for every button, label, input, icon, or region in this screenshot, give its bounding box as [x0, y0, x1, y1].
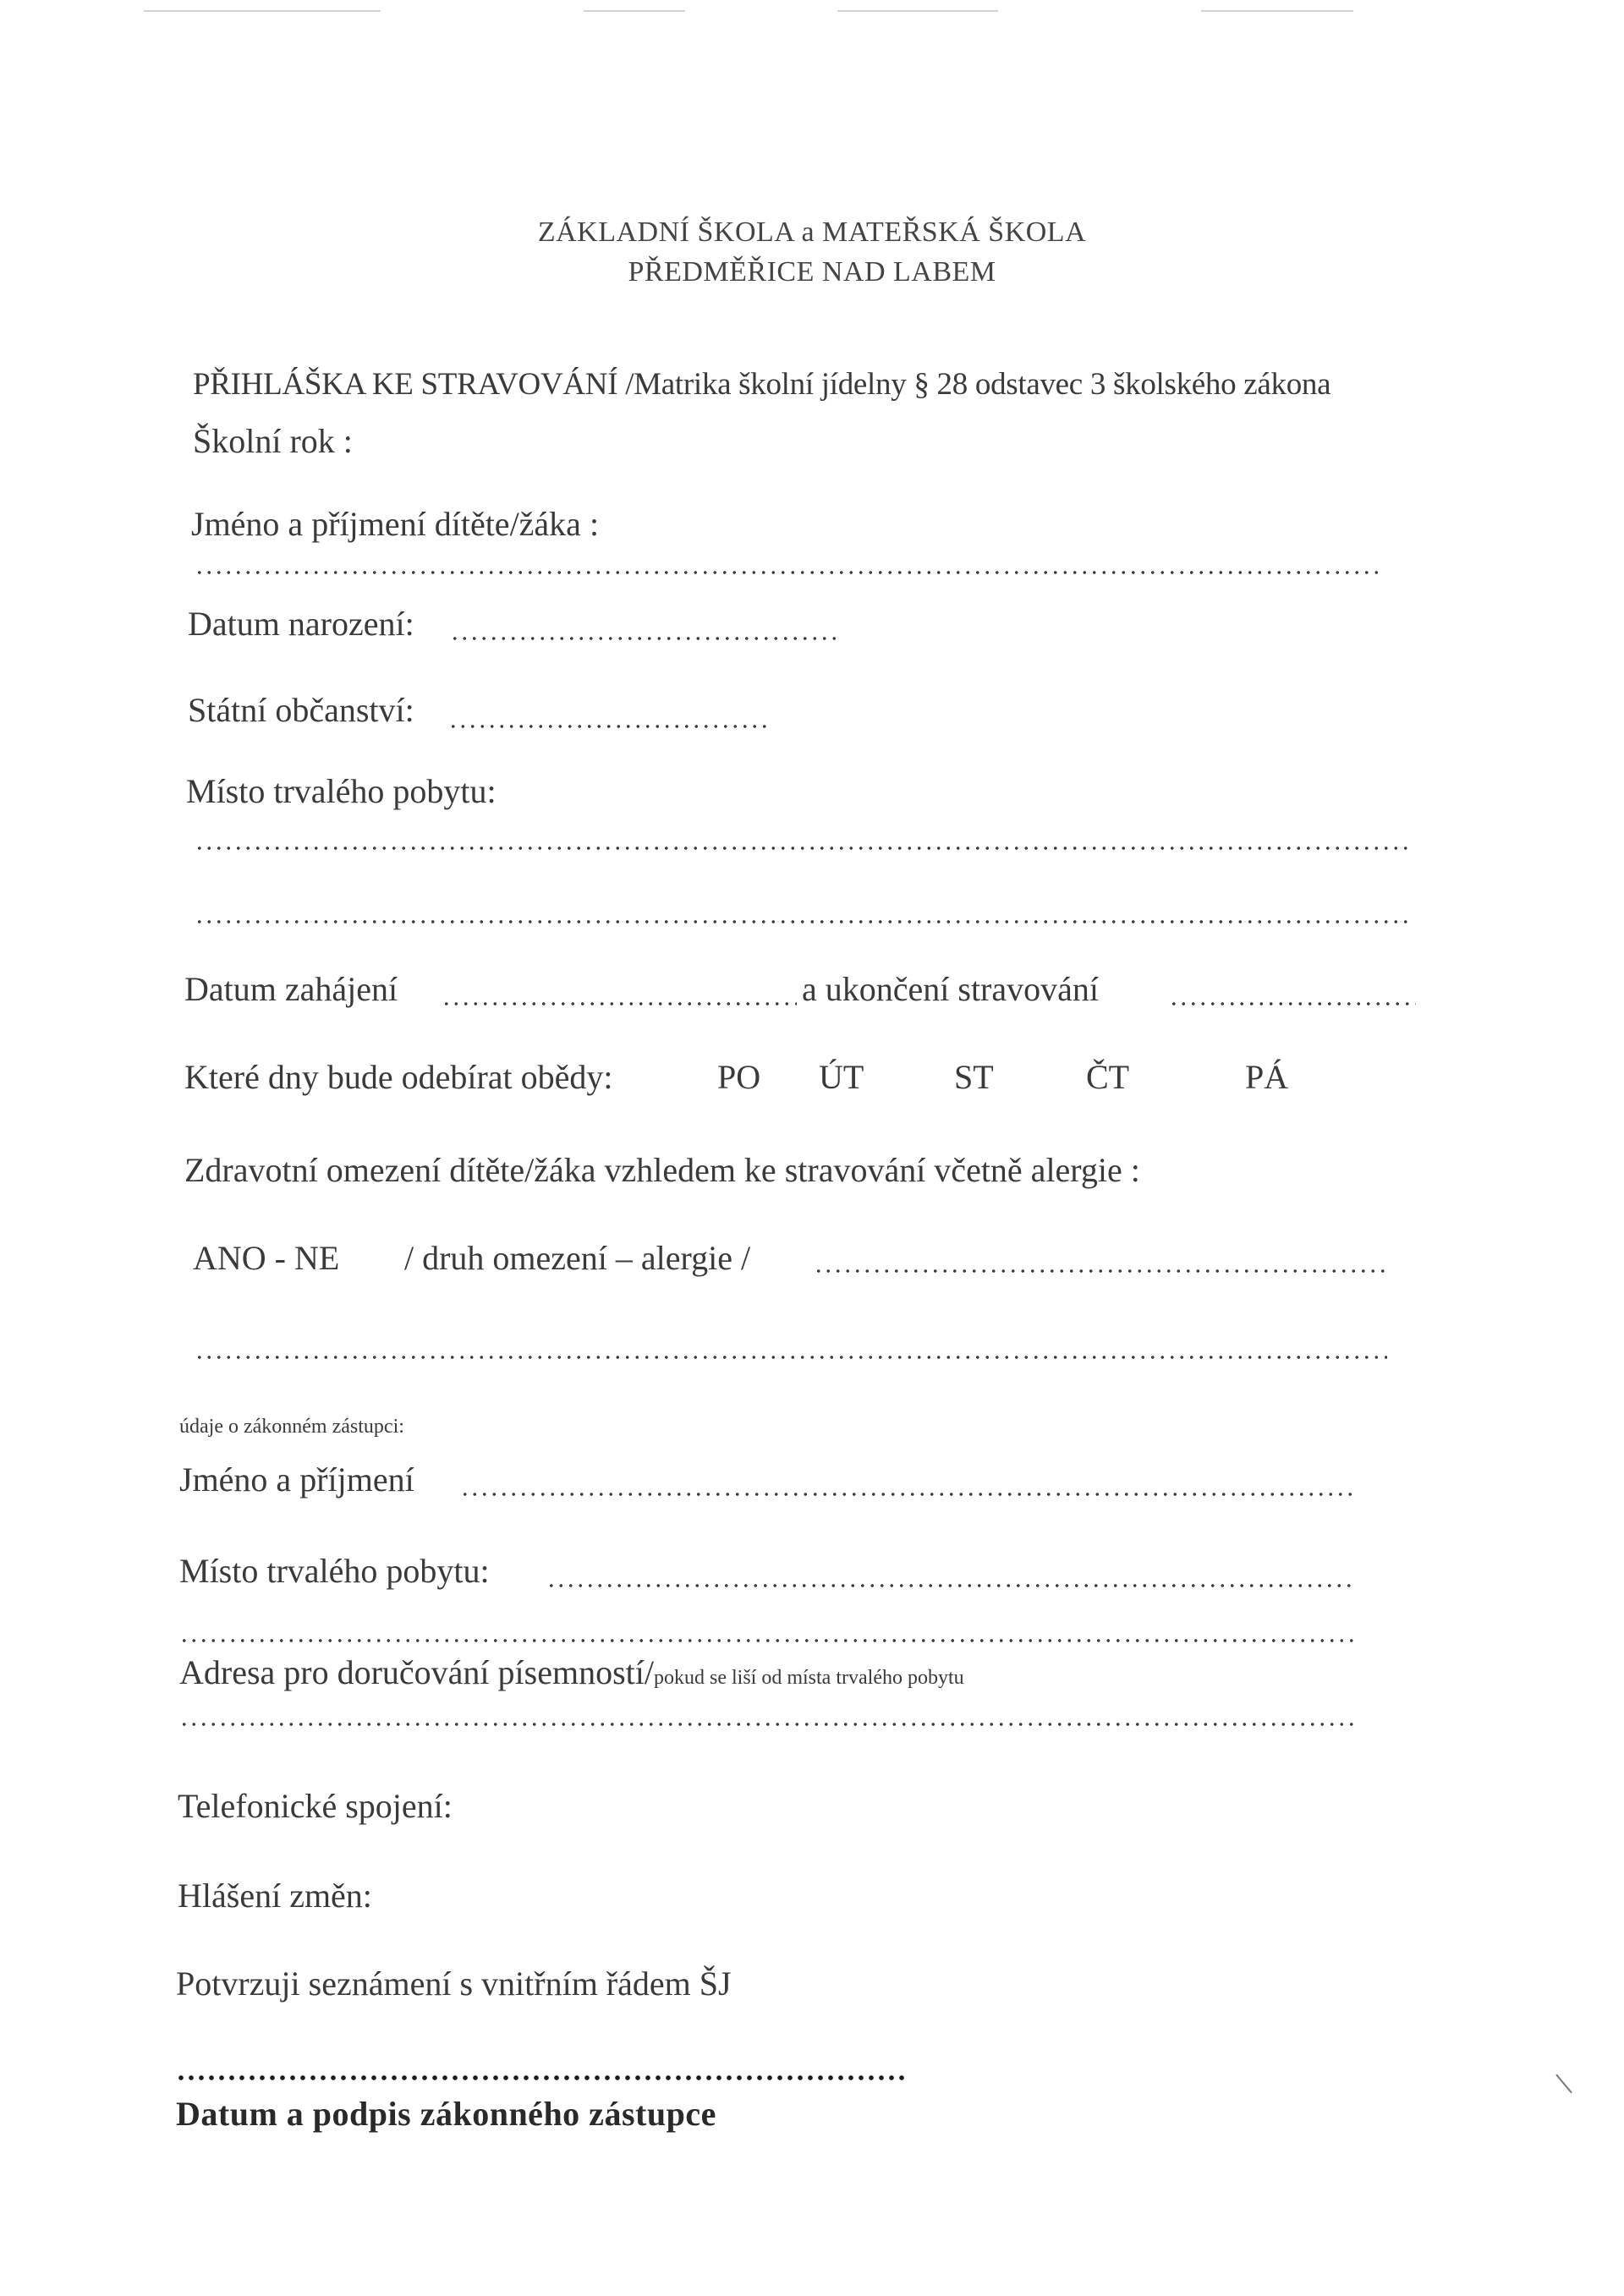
- delivery-address-field[interactable]: [179, 1722, 1355, 1727]
- end-date-field[interactable]: [1169, 1001, 1416, 1006]
- school-name-line2: PŘEDMĚŘICE NAD LABEM: [628, 256, 996, 288]
- guardian-name-field[interactable]: [460, 1492, 1353, 1497]
- school-year-label: Školní rok :: [193, 422, 353, 460]
- guardian-section-label: údaje o zákonném zástupci:: [179, 1416, 404, 1438]
- form-title: PŘIHLÁŠKA KE STRAVOVÁNÍ /Matrika školní jídelny § 28 odstavec 3 školského zákona: [193, 367, 1331, 402]
- day-friday[interactable]: PÁ: [1245, 1058, 1289, 1096]
- guardian-residence-label: Místo trvalého pobytu:: [179, 1552, 490, 1590]
- restriction-type-field[interactable]: [814, 1269, 1387, 1274]
- phone-label: Telefonické spojení:: [178, 1787, 453, 1825]
- scan-edge-mark: [837, 10, 998, 12]
- day-wednesday[interactable]: ST: [954, 1058, 994, 1096]
- confirm-rules-label: Potvrzuji seznámení s vnitřním řádem ŠJ: [176, 1964, 732, 2003]
- day-monday[interactable]: PO: [717, 1058, 761, 1096]
- days-question-label: Které dny bude odebírat obědy:: [184, 1058, 613, 1096]
- child-name-label: Jméno a příjmení dítěte/žáka :: [191, 505, 600, 543]
- guardian-name-label: Jméno a příjmení: [179, 1460, 414, 1499]
- restriction-extra-field[interactable]: [195, 1355, 1387, 1360]
- school-name-line1: ZÁKLADNÍ ŠKOLA a MATEŘSKÁ ŠKOLA: [537, 216, 1087, 248]
- delivery-address-note: pokud se liší od místa trvalého pobytu: [654, 1667, 964, 1689]
- birth-date-label: Datum narození:: [188, 605, 414, 643]
- stray-mark: [1555, 2074, 1572, 2094]
- guardian-residence-field-line2[interactable]: [179, 1638, 1355, 1643]
- health-restriction-label: Zdravotní omezení dítěte/žáka vzhledem ke stravování včetně alergie :: [184, 1151, 1140, 1189]
- start-date-label: Datum zahájení: [184, 970, 398, 1008]
- changes-label: Hlášení změn:: [178, 1877, 372, 1915]
- scan-edge-mark: [1201, 10, 1353, 12]
- signature-field[interactable]: [176, 2075, 905, 2080]
- guardian-residence-field[interactable]: [546, 1583, 1353, 1588]
- residence-label: Místo trvalého pobytu:: [186, 772, 497, 810]
- day-thursday[interactable]: ČT: [1086, 1058, 1130, 1096]
- residence-field-line2[interactable]: [195, 919, 1413, 924]
- ano-ne-option[interactable]: ANO - NE: [193, 1239, 340, 1277]
- delivery-address-label: Adresa pro doručování písemností/: [179, 1653, 654, 1691]
- residence-field-line1[interactable]: [195, 846, 1413, 851]
- delivery-address-row: [179, 1653, 964, 1691]
- child-name-field[interactable]: [195, 570, 1379, 575]
- start-date-field[interactable]: [442, 1001, 797, 1006]
- day-tuesday[interactable]: ÚT: [819, 1058, 864, 1096]
- scan-edge-mark: [144, 10, 381, 12]
- signature-label: Datum a podpis zákonného zástupce: [176, 2095, 716, 2133]
- scan-edge-mark: [584, 10, 685, 12]
- end-date-label: a ukončení stravování: [802, 970, 1099, 1008]
- citizenship-field[interactable]: [448, 724, 770, 729]
- birth-date-field[interactable]: [450, 636, 841, 641]
- restriction-type-label: / druh omezení – alergie /: [404, 1239, 751, 1277]
- citizenship-label: Státní občanství:: [188, 691, 414, 729]
